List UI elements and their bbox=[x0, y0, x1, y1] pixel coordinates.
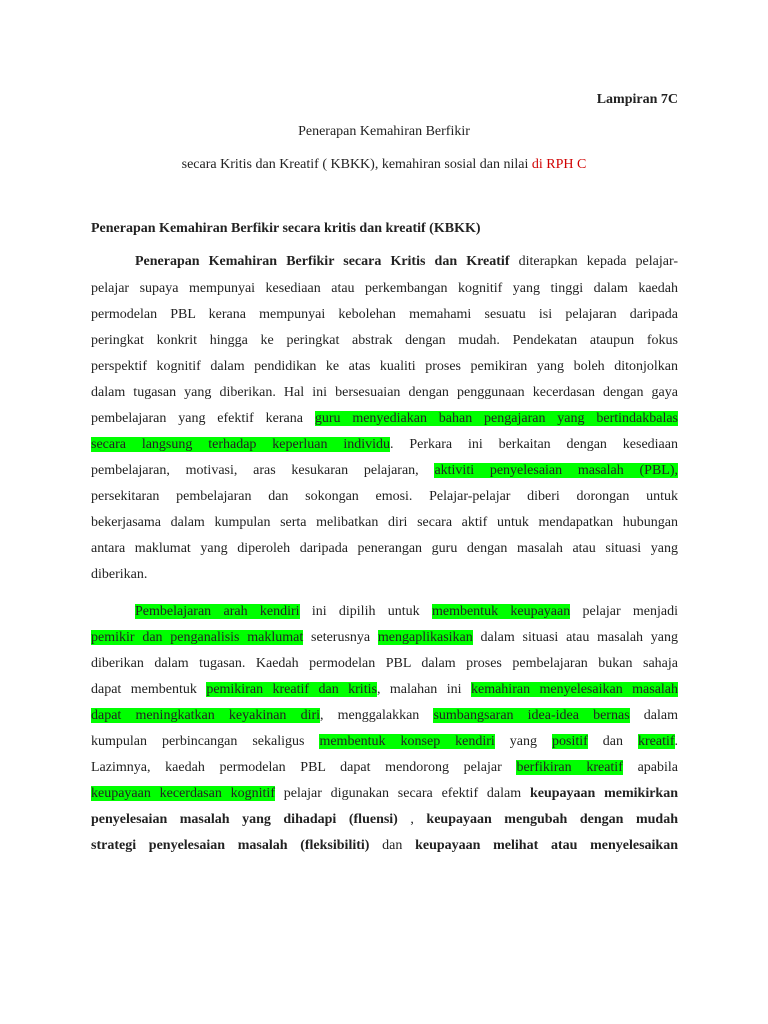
bold-text: keupayaan memikirkan bbox=[529, 786, 678, 801]
paragraph-1-line: dalam tugasan yang diberikan. Hal ini bersesuaian dengan penggunaan kecerdasan dengan gaya bbox=[91, 385, 678, 400]
highlighted-text: positif bbox=[552, 734, 588, 749]
paragraph-1-line bbox=[91, 411, 678, 427]
paragraph-1-line: peringkat konkrit hingga ke peringkat abstrak dengan mudah. Pendekatan ataupun fokus bbox=[91, 333, 678, 348]
text: ini dipilih untuk bbox=[299, 604, 432, 619]
paragraph-2-line bbox=[91, 682, 678, 698]
text: dan bbox=[369, 838, 416, 853]
paragraph-1-line: bekerjasama dalam kumpulan serta melibatkan diri secara aktif untuk mendapatkan hubungan bbox=[91, 515, 678, 530]
paragraph-2-line bbox=[135, 604, 678, 620]
highlighted-text: kreatif bbox=[637, 734, 675, 749]
highlighted-text: secara langsung terhadap keperluan individu bbox=[91, 437, 390, 452]
text: Lazimnya, kaedah permodelan PBL dapat mendorong pelajar bbox=[91, 760, 517, 775]
bold-text: keupayaan mengubah dengan mudah bbox=[426, 812, 678, 827]
bold-text: keupayaan melihat atau menyelesaikan bbox=[415, 838, 678, 853]
text: , bbox=[397, 812, 427, 827]
paragraph-1-line: antara maklumat yang diperoleh daripada penerangan guru dengan masalah atau situasi yang bbox=[91, 541, 678, 556]
text: dapat membentuk bbox=[91, 682, 207, 697]
paragraph-2-line bbox=[91, 734, 678, 750]
text: dan bbox=[587, 734, 638, 749]
paragraph-1-line: persekitaran pembelajaran dan sokongan emosi. Pelajar-pelajar diberi dorongan untuk bbox=[91, 489, 678, 504]
highlighted-text: membentuk konsep kendiri bbox=[319, 734, 495, 749]
paragraph-1-line bbox=[91, 463, 678, 479]
text: pembelajaran, motivasi, aras kesukaran pelajaran, bbox=[91, 463, 435, 478]
text: pelajar menjadi bbox=[570, 604, 679, 619]
paragraph-1-line: pelajar supaya mempunyai kesediaan atau perkembangan kognitif yang tinggi dalam kaedah bbox=[91, 281, 678, 296]
highlighted-text: pemikir dan penganalisis maklumat bbox=[91, 630, 304, 645]
highlighted-text: guru menyediakan bahan pengajaran yang bertindakbalas bbox=[314, 411, 678, 426]
text: kumpulan perbincangan sekaligus bbox=[91, 734, 320, 749]
text: . Perkara ini berkaitan dengan kesediaan bbox=[389, 437, 678, 452]
page-subtitle bbox=[0, 157, 768, 173]
paragraph-2-line bbox=[91, 786, 678, 802]
highlighted-text: sumbangsaran idea-idea bernas bbox=[433, 708, 630, 723]
highlighted-text: kemahiran menyelesaikan masalah bbox=[470, 682, 679, 697]
highlighted-text: membentuk keupayaan bbox=[431, 604, 571, 619]
bold-text: strategi penyelesaian masalah (fleksibiliti) bbox=[91, 838, 370, 853]
section-heading: Penerapan Kemahiran Berfikir secara kritis dan kreatif (KBKK) bbox=[91, 221, 481, 236]
text: pembelajaran yang efektif kerana bbox=[91, 411, 315, 426]
paragraph-1-line bbox=[91, 437, 678, 453]
appendix-label: Lampiran 7C bbox=[596, 92, 678, 107]
bold-text: penyelesaian masalah yang dihadapi (fluensi) bbox=[91, 812, 398, 827]
highlighted-text: dapat meningkatkan keyakinan diri bbox=[91, 708, 321, 723]
paragraph-1-line: permodelan PBL kerana mempunyai kebolehan memahami sesuatu isi pelajaran daripada bbox=[91, 307, 678, 322]
subtitle-highlight: di RPH C bbox=[531, 157, 587, 172]
text: pelajar digunakan secara efektif dalam bbox=[274, 786, 530, 801]
paragraph-2-line bbox=[91, 630, 678, 646]
paragraph-2-line: diberikan dalam tugasan. Kaedah permodelan PBL dalam proses pembelajaran bukan sahaja bbox=[91, 656, 678, 671]
paragraph-2-line bbox=[91, 708, 678, 724]
page-title: Penerapan Kemahiran Berfikir bbox=[298, 124, 470, 139]
text: yang bbox=[494, 734, 553, 749]
text: . bbox=[674, 734, 679, 749]
highlighted-text: aktiviti penyelesaian masalah (PBL), bbox=[434, 463, 678, 478]
highlighted-text: mengaplikasikan bbox=[377, 630, 473, 645]
text: dalam situasi atau masalah yang bbox=[472, 630, 679, 645]
highlighted-text: pemikiran kreatif dan kritis bbox=[206, 682, 377, 697]
paragraph-2-line bbox=[91, 760, 678, 776]
text: dalam bbox=[629, 708, 678, 723]
paragraph-2-line bbox=[91, 812, 678, 828]
paragraph-1-line bbox=[135, 254, 678, 270]
text: seterusnya bbox=[303, 630, 378, 645]
paragraph-1-line: perspektif kognitif dalam pendidikan ke atas kualiti proses pemikiran yang boleh ditonjolkan bbox=[91, 359, 678, 374]
highlighted-text: Pembelajaran arah kendiri bbox=[135, 604, 300, 619]
bold-text: Penerapan Kemahiran Berfikir secara Kritis dan Kreatif bbox=[135, 254, 510, 269]
text: apabila bbox=[622, 760, 678, 775]
text: , menggalakkan bbox=[320, 708, 434, 723]
subtitle-text: secara Kritis dan Kreatif ( KBKK), kemahiran sosial dan nilai bbox=[181, 157, 532, 172]
highlighted-text: keupayaan kecerdasan kognitif bbox=[91, 786, 275, 801]
paragraph-1-line: diberikan. bbox=[91, 567, 148, 582]
text: , malahan ini bbox=[376, 682, 471, 697]
text: diterapkan kepada pelajar- bbox=[509, 254, 678, 269]
highlighted-text: berfikiran kreatif bbox=[516, 760, 623, 775]
paragraph-2-line bbox=[91, 838, 678, 854]
